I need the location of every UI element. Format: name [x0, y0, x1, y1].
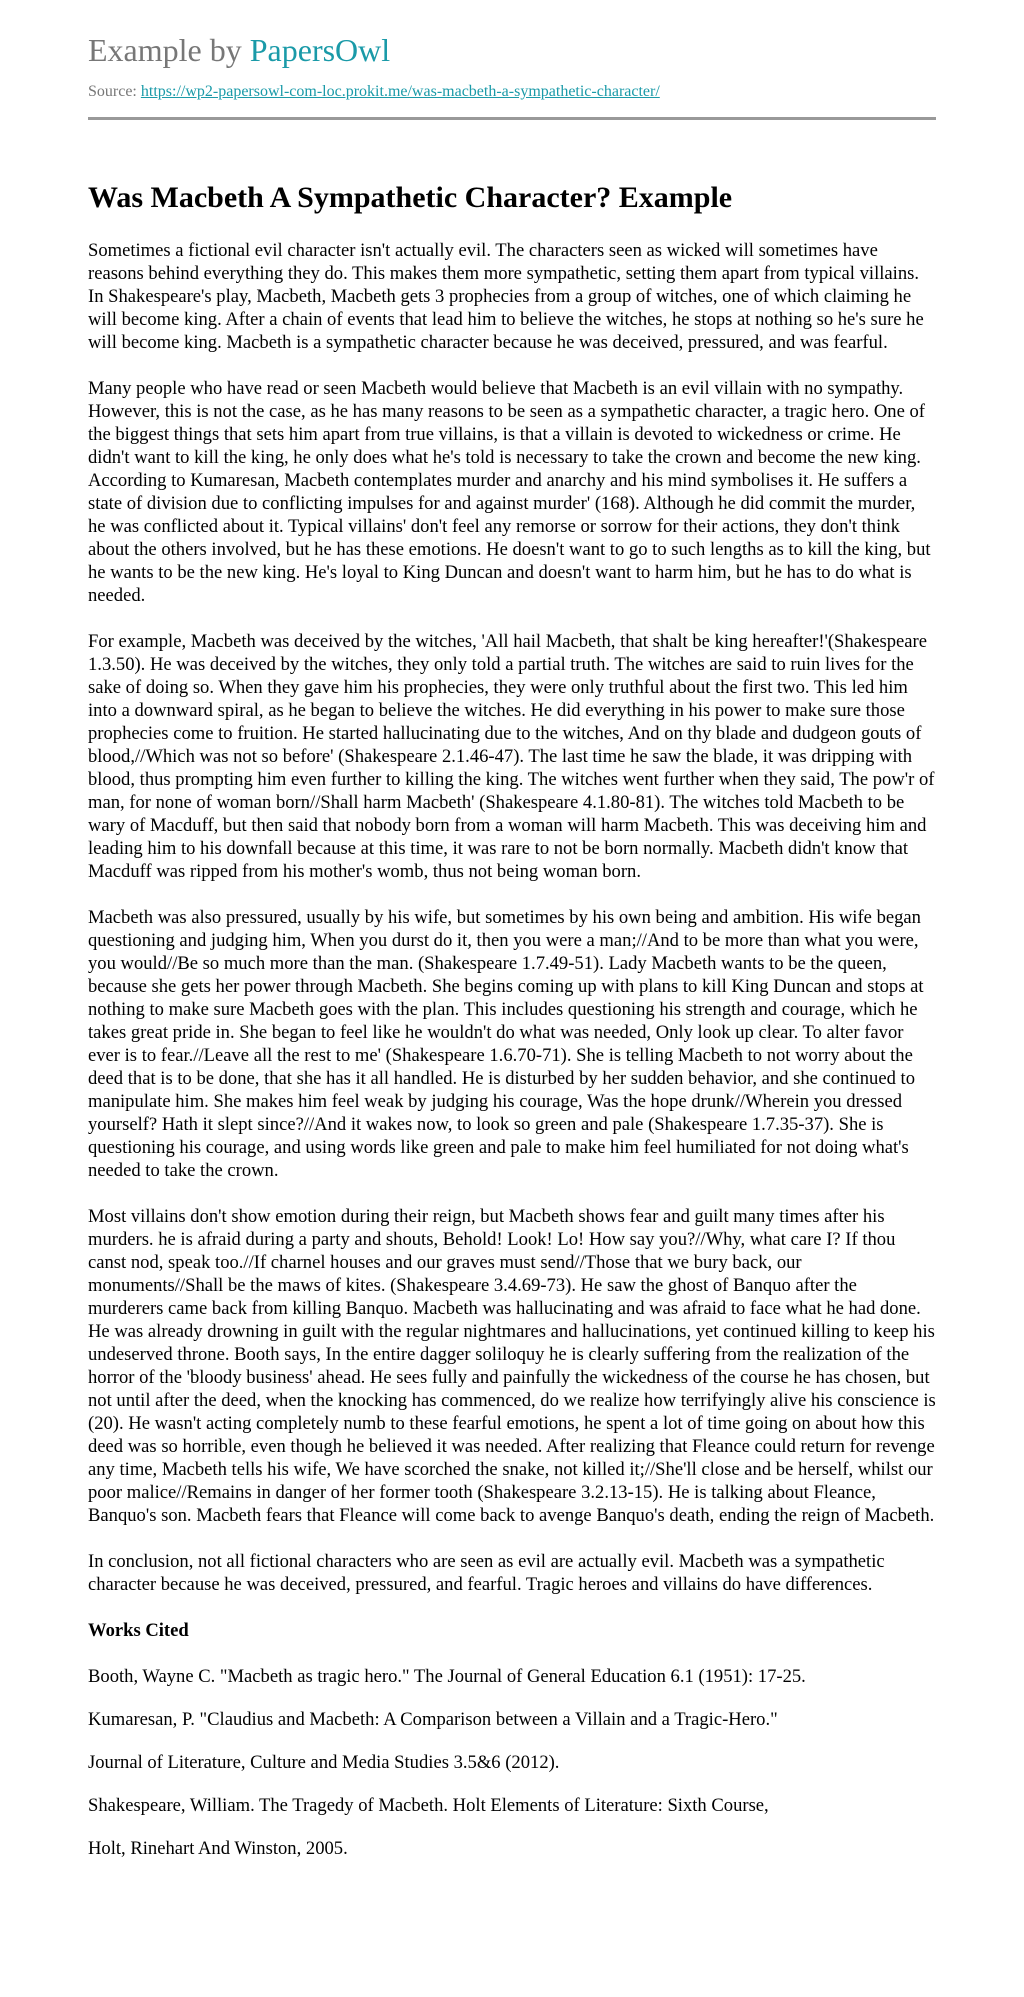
- works-cited-entry: Kumaresan, P. "Claudius and Macbeth: A Comparison between a Villain and a Tragic-Hero.": [88, 1709, 778, 1730]
- paragraph: Many people who have read or seen Macbeth would believe that Macbeth is an evil villain with no sympathy. However, this is not the case, as he has many reasons to be seen as a sympathetic character, a tragic hero. One of the biggest things that sets him apart from true villains, is that a villain is devoted to wickedness or crime. He didn't want to kill the king, he only does what he's told is necessary to take the crown and become the new king. According to Kumaresan, Macbeth contemplates murder and anarchy and his mind symbolises it. He suffers a state of division due to conflicting impulses for and against murder' (168). Although he did commit the murder, he was conflicted about it. Typical villains' don't feel any remorse or sorrow for their actions, they don't think about the others involved, but he has these emotions. He doesn't want to go to such lengths as to kill the king, but he wants to be the new king. He's loyal to King Duncan and doesn't want to harm him, but he has to do what is needed.: [88, 378, 931, 606]
- paragraph: Most villains don't show emotion during their reign, but Macbeth shows fear and guilt many times after his murders. he is afraid during a party and shouts, Behold! Look! Lo! How say you?//Why, what care I? If thou canst nod, speak too.//If charnel houses and our graves must send//Those that we bury back, our monuments//Shall be the maws of kites. (Shakespeare 3.4.69-73). He saw the ghost of Banquo after the murderers came back from killing Banquo. Macbeth was hallucinating and was afraid to face what he had done. He was already drowning in guilt with the regular nightmares and hallucinations, yet continued killing to keep his undeserved throne. Booth says, In the entire dagger soliloquy he is clearly suffering from the realization of the horror of the 'bloody business' ahead. He sees fully and painfully the wickedness of the course he has chosen, but not until after the deed, when the knocking has commenced, do we realize how terrifyingly alive his conscience is (20). He wasn't acting completely numb to these fearful emotions, he spent a lot of time going on about how this deed was so horrible, even though he believed it was needed. After realizing that Fleance could return for revenge any time, Macbeth tells his wife, We have scorched the snake, not killed it;//She'll close and be herself, whilst our poor malice//Remains in danger of her former tooth (Shakespeare 3.2.13-15). He is talking about Fleance, Banquo's son. Macbeth fears that Fleance will come back to avenge Banquo's death, ending the reign of Macbeth.: [88, 1206, 936, 1526]
- works-cited-entry: Holt, Rinehart And Winston, 2005.: [88, 1838, 348, 1859]
- paragraph: For example, Macbeth was deceived by the witches, 'All hail Macbeth, that shalt be king hereafter!'(Shakespeare 1.3.50). He was deceived by the witches, they only told a partial truth. The witches are said to ruin lives for the sake of doing so. When they gave him his prophecies, they were only truthful about the first two. This led him into a downward spiral, as he began to believe the witches. He did everything in his power to make sure those prophecies come to fruition. He started hallucinating due to the witches, And on thy blade and dudgeon gouts of blood,//Which was not so before' (Shakespeare 2.1.46-47). The last time he saw the blade, it was dripping with blood, thus prompting him even further to killing the king. The witches went further when they said, The pow'r of man, for none of woman born//Shall harm Macbeth' (Shakespeare 4.1.80-81). The witches told Macbeth to be wary of Macduff, but then said that nobody born from a woman will harm Macbeth. This was deceiving him and leading him to his downfall because at this time, it was rare to not be born normally. Macbeth didn't know that Macduff was ripped from his mother's womb, thus not being woman born.: [88, 631, 935, 882]
- works-cited-entry: Journal of Literature, Culture and Media Studies 3.5&6 (2012).: [88, 1752, 560, 1773]
- source-line: [88, 82, 936, 102]
- works-cited-heading: Works Cited: [88, 1620, 189, 1641]
- brand-name: PapersOwl: [249, 32, 391, 68]
- article-title: Was Macbeth A Sympathetic Character? Example: [88, 181, 733, 214]
- paragraph: Sometimes a fictional evil character isn't actually evil. The characters seen as wicked will sometimes have reasons behind everything they do. This makes them more sympathetic, setting them apart from typical villains. In Shakespeare's play, Macbeth, Macbeth gets 3 prophecies from a group of witches, one of which claiming he will become king. After a chain of events that lead him to believe the witches, he stops at nothing so he's sure he will become king. Macbeth is a sympathetic character because he was deceived, pressured, and was fearful.: [88, 240, 924, 353]
- header-divider: [88, 117, 936, 120]
- brand-prefix: Example by: [88, 32, 250, 68]
- paragraph: In conclusion, not all fictional characters who are seen as evil are actually evil. Macbeth was a sympathetic character because he was deceived, pressured, and fearful. Tragic heroes and villains do have differences.: [88, 1551, 885, 1595]
- article-body: [88, 239, 936, 1860]
- works-cited-entry: Shakespeare, William. The Tragedy of Macbeth. Holt Elements of Literature: Sixth Course,: [88, 1795, 769, 1816]
- works-cited-entry: Booth, Wayne C. "Macbeth as tragic hero." The Journal of General Education 6.1 (1951): 17-25.: [88, 1666, 806, 1687]
- brand-header: [88, 0, 936, 70]
- source-label: Source:: [88, 83, 141, 100]
- source-link[interactable]: https://wp2-papersowl-com-loc.prokit.me/was-macbeth-a-sympathetic-character/: [140, 83, 660, 100]
- paragraph: Macbeth was also pressured, usually by his wife, but sometimes by his own being and ambition. His wife began questioning and judging him, When you durst do it, then you were a man;//And to be more than what you were, you would//Be so much more than the man. (Shakespeare 1.7.49-51). Lady Macbeth wants to be the queen, because she gets her power through Macbeth. She begins coming up with plans to kill King Duncan and stops at nothing to make sure Macbeth goes with the plan. This includes questioning his strength and courage, which he takes great pride in. She began to feel like he wouldn't do what was needed, Only look up clear. To alter favor ever is to fear.//Leave all the rest to me' (Shakespeare 1.6.70-71). She is telling Macbeth to not worry about the deed that is to be done, that she has it all handled. He is disturbed by her sudden behavior, and she continued to manipulate him. She makes him feel weak by judging his courage, Was the hope drunk//Wherein you dressed yourself? Hath it slept since?//And it wakes now, to look so green and pale (Shakespeare 1.7.35-37). She is questioning his courage, and using words like green and pale to make him feel humiliated for not doing what's needed to take the crown.: [88, 907, 924, 1181]
